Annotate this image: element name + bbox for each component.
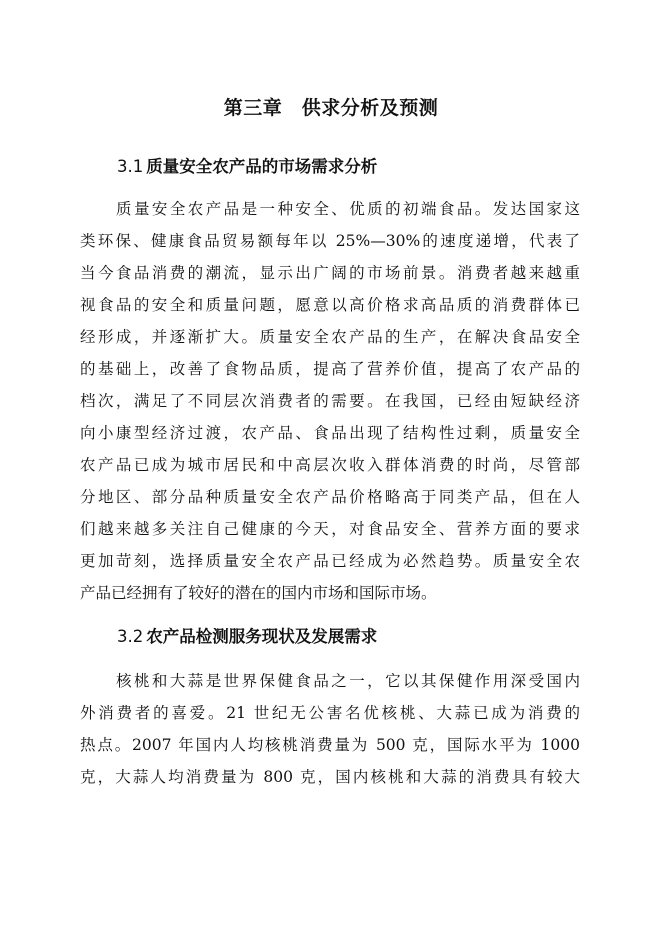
paragraph-line: 热点。2007 年国内人均核桃消费量为 500 克，国际水平为 1000 bbox=[80, 736, 580, 754]
paragraph-line: 外消费者的喜爱。21 世纪无公害名优核桃、大蒜已成为消费的 bbox=[80, 704, 580, 722]
paragraph-line: 的基础上，改善了食物品质，提高了营养价值，提高了农产品的 bbox=[80, 360, 580, 378]
paragraph-line: 质量安全农产品是一种安全、优质的初端食品。发达国家这 bbox=[116, 200, 580, 218]
paragraph-line: 当今食品消费的潮流，显示出广阔的市场前景。消费者越来越重 bbox=[80, 264, 580, 282]
paragraph-line: 类环保、健康食品贸易额每年以 25%—30%的速度递增，代表了 bbox=[80, 232, 580, 250]
paragraph-line: 档次，满足了不同层次消费者的需要。在我国，已经由短缺经济 bbox=[80, 392, 580, 410]
section-number: 3.1 bbox=[117, 157, 144, 176]
section-title: 农产品检测服务现状及发展需求 bbox=[146, 627, 378, 646]
paragraph-line: 更加苛刻，选择质量安全农产品已经成为必然趋势。质量安全农 bbox=[80, 552, 580, 570]
paragraph-line: 核桃和大蒜是世界保健食品之一，它以其保健作用深受国内 bbox=[116, 672, 580, 690]
section-heading-3-1 bbox=[117, 154, 377, 180]
paragraph-line: 视食品的安全和质量问题，愿意以高价格求高品质的消费群体已 bbox=[80, 296, 580, 314]
paragraph-line: 向小康型经济过渡，农产品、食品出现了结构性过剩，质量安全 bbox=[80, 424, 580, 442]
paragraph-line: 们越来越多关注自己健康的今天，对食品安全、营养方面的要求 bbox=[80, 520, 580, 538]
section-number: 3.2 bbox=[117, 627, 144, 646]
paragraph-line: 分地区、部分品种质量安全农产品价格略高于同类产品，但在人 bbox=[80, 488, 580, 506]
chapter-title: 第三章 供求分析及预测 bbox=[223, 97, 439, 119]
section-title: 质量安全农产品的市场需求分析 bbox=[146, 157, 378, 176]
paragraph-line: 产品已经拥有了较好的潜在的国内市场和国际市场。 bbox=[80, 584, 437, 602]
paragraph-line: 经形成，并逐渐扩大。质量安全农产品的生产，在解决食品安全 bbox=[80, 328, 580, 346]
paragraph-line: 克，大蒜人均消费量为 800 克，国内核桃和大蒜的消费具有较大 bbox=[80, 768, 580, 786]
section-heading-3-2 bbox=[117, 624, 377, 650]
paragraph-line: 农产品已成为城市居民和中高层次收入群体消费的时尚，尽管部 bbox=[80, 456, 580, 474]
